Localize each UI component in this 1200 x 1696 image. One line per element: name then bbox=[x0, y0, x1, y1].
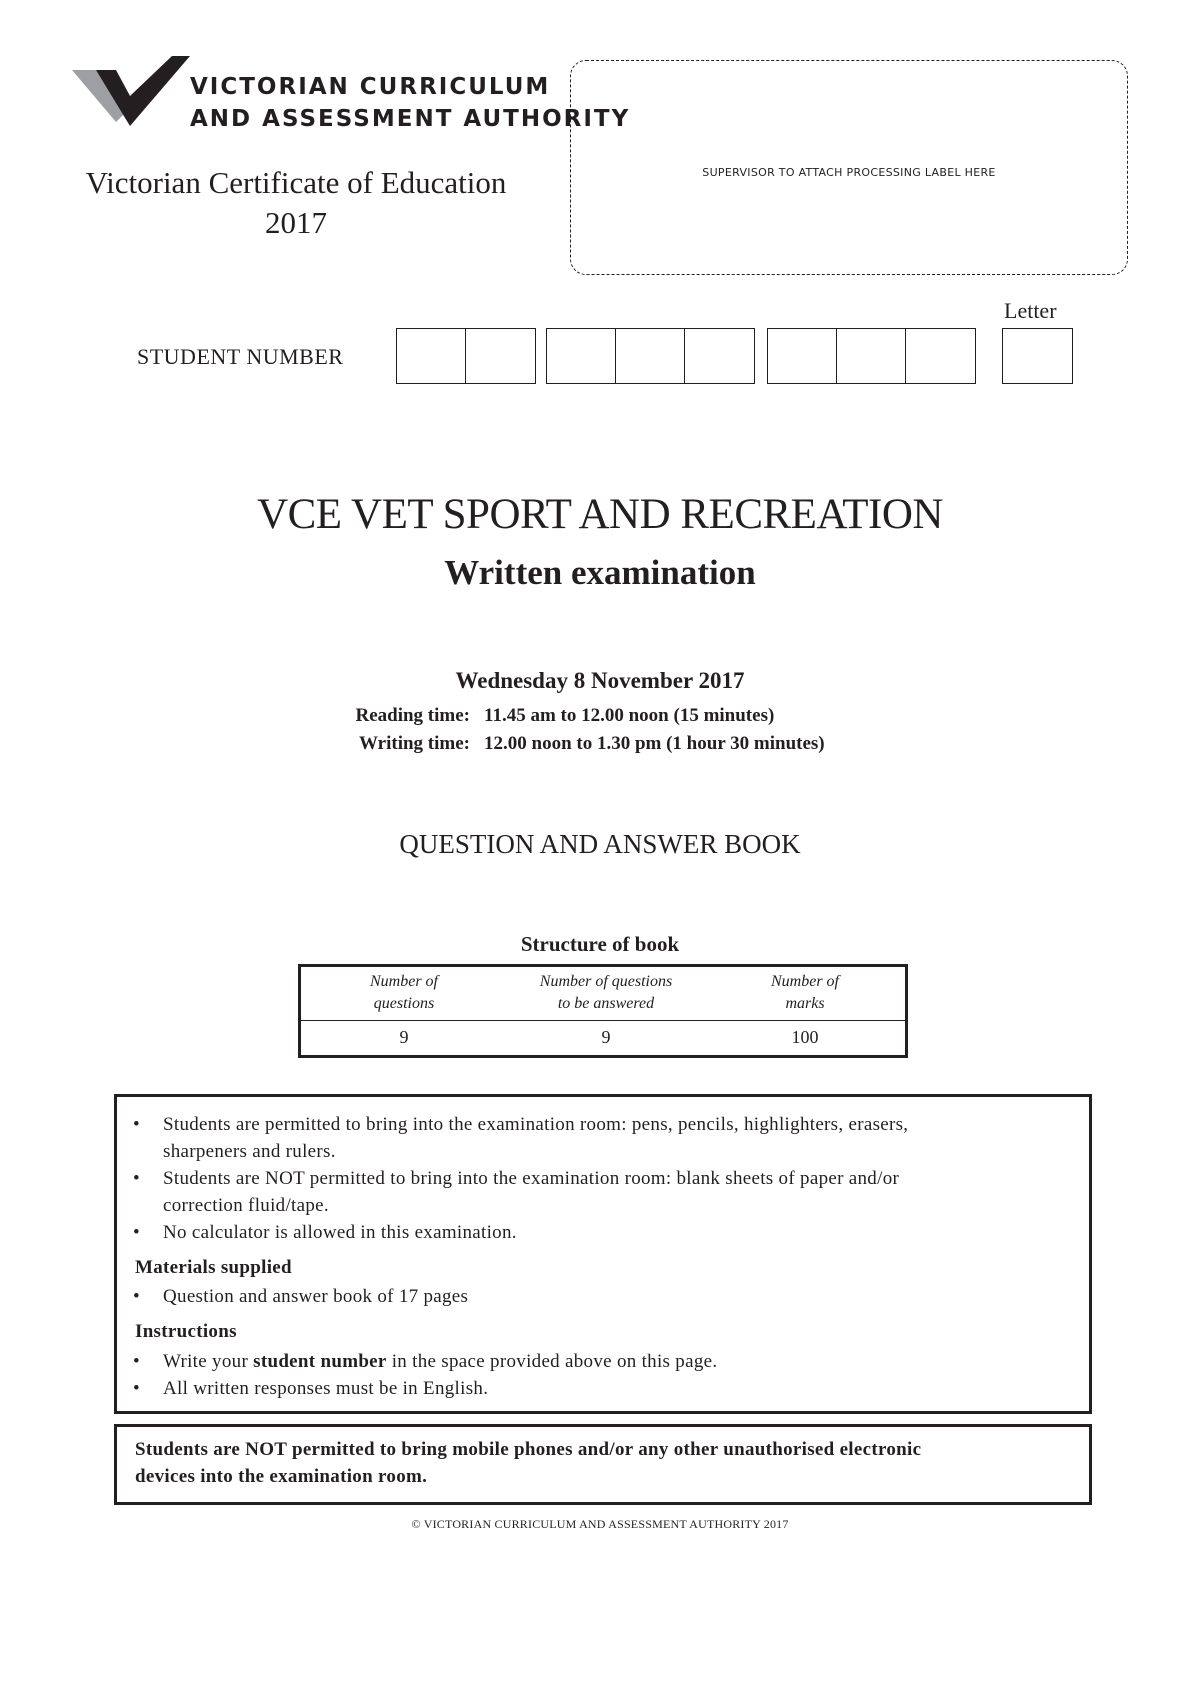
materials-heading: Materials supplied bbox=[135, 1257, 292, 1278]
student-number-label: STUDENT NUMBER bbox=[137, 344, 344, 369]
student-number-digit-box[interactable] bbox=[768, 329, 837, 383]
table-cell-questions: 9 bbox=[399, 1027, 409, 1047]
student-number-digit-box[interactable] bbox=[906, 329, 975, 383]
book-type: QUESTION AND ANSWER BOOK bbox=[399, 829, 801, 859]
table-header-questions: Number of questions bbox=[370, 973, 438, 1012]
bullet-icon: • bbox=[133, 1114, 140, 1135]
instructions-heading: Instructions bbox=[135, 1321, 237, 1342]
writing-time-label: Writing time: bbox=[359, 733, 470, 754]
writing-time-value: 12.00 noon to 1.30 pm (1 hour 30 minutes) bbox=[484, 733, 825, 754]
student-number-digit-box[interactable] bbox=[547, 329, 616, 383]
student-number-digit-box[interactable] bbox=[397, 329, 466, 383]
mobile-phone-notice-box bbox=[114, 1424, 1092, 1505]
exam-title: VCE VET SPORT AND RECREATION bbox=[257, 491, 943, 538]
student-number-group-3 bbox=[767, 328, 976, 384]
letter-label: Letter bbox=[1004, 298, 1057, 323]
notice-line-2: devices into the examination room. bbox=[135, 1466, 428, 1487]
bullet-icon: • bbox=[133, 1168, 140, 1189]
student-number-digit-box[interactable] bbox=[837, 329, 906, 383]
table-header-marks: Number of marks bbox=[771, 973, 839, 1012]
bullet-icon: • bbox=[133, 1222, 140, 1243]
instructions-box: • Students are permitted to bring into the examination room: pens, pencils, highlighters, erasers, sharpeners and rulers. • Students are NOT permitted to bring into the examination room: blank sheets of paper and/or correction fluid/tape. • No calculator is allowed in this examination. Materials supplied • Question and answer book of 17 pages Instructions • Write your student number in the space provided above on this page. • All written responses must be in English. bbox=[114, 1094, 1092, 1414]
letter-group bbox=[1002, 328, 1073, 384]
student-number-digit-box[interactable] bbox=[685, 329, 754, 383]
notice-line-1: Students are NOT permitted to bring mobile phones and/or any other unauthorised electronic bbox=[135, 1439, 922, 1460]
table-divider bbox=[301, 1020, 905, 1021]
exam-date: Wednesday 8 November 2017 bbox=[455, 668, 745, 693]
exam-subtitle: Written examination bbox=[444, 553, 756, 592]
structure-caption: Structure of book bbox=[520, 932, 680, 956]
bullet-icon: • bbox=[133, 1378, 140, 1399]
reading-time-label: Reading time: bbox=[355, 705, 470, 726]
structure-table bbox=[298, 964, 908, 1058]
student-number-digit-box[interactable] bbox=[466, 329, 535, 383]
reading-time-value: 11.45 am to 12.00 noon (15 minutes) bbox=[484, 705, 775, 726]
student-number-group-2 bbox=[546, 328, 755, 384]
logo-line-1: VICTORIAN CURRICULUM bbox=[190, 74, 551, 100]
table-cell-answered: 9 bbox=[601, 1027, 611, 1047]
bullet-icon: • bbox=[133, 1351, 140, 1372]
student-number-digit-box[interactable] bbox=[616, 329, 685, 383]
logo-line-2: AND ASSESSMENT AUTHORITY bbox=[190, 106, 631, 132]
letter-box[interactable] bbox=[1003, 329, 1072, 383]
bullet-icon: • bbox=[133, 1286, 140, 1307]
certificate-year: 2017 bbox=[265, 205, 327, 240]
processing-label-text: SUPERVISOR TO ATTACH PROCESSING LABEL HERE bbox=[702, 166, 996, 179]
student-number-group-1 bbox=[396, 328, 536, 384]
table-cell-marks: 100 bbox=[791, 1027, 819, 1047]
vcaa-check-mark-icon bbox=[72, 56, 192, 136]
copyright-notice: © VICTORIAN CURRICULUM AND ASSESSMENT AUTHORITY 2017 bbox=[411, 1517, 789, 1531]
certificate-title: Victorian Certificate of Education bbox=[85, 165, 507, 200]
table-header-answered: Number of questions to be answered bbox=[539, 973, 673, 1012]
